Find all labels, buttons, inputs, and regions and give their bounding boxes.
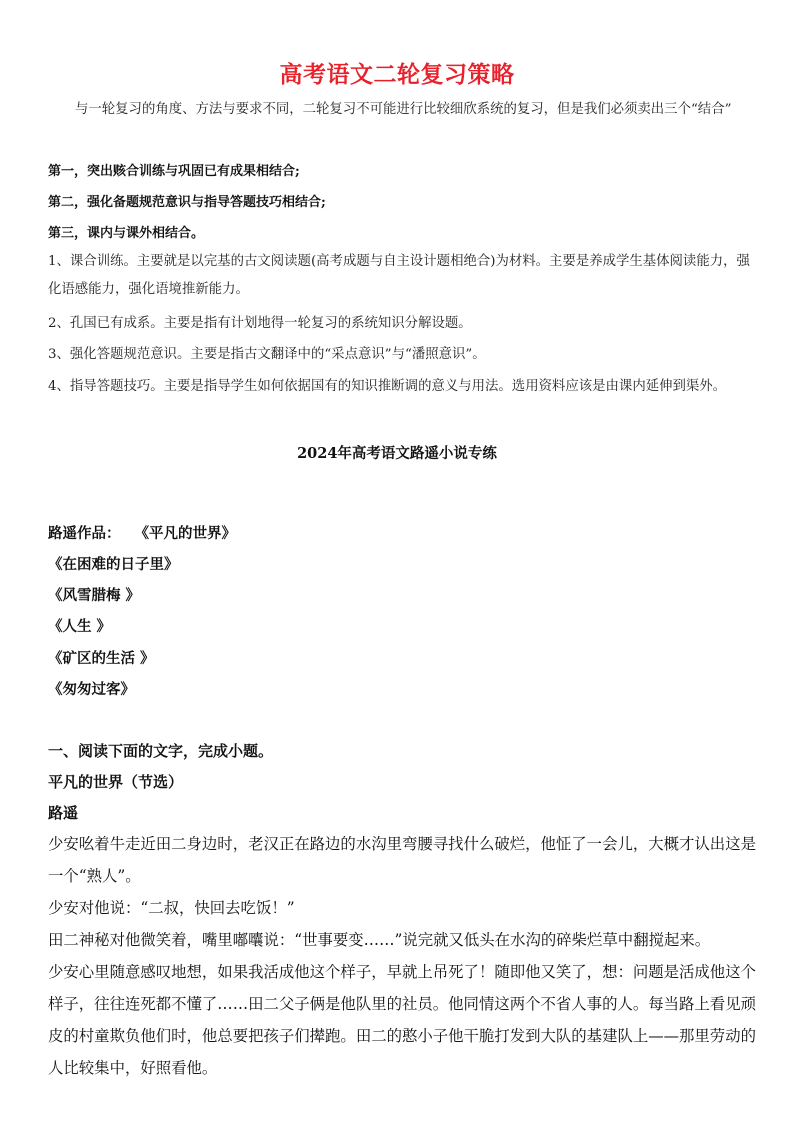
numbered-item-2: 2、孔国已有成系。主要是指有计划地得一轮复习的系统知识分解设题。: [48, 316, 472, 331]
passage-paragraph: 田二神秘对他微笑着，嘴里嘟囔说：“世事要变……”说完就又低头在水沟的碎柴烂草中翻搅起来。: [48, 931, 711, 949]
passage-paragraph: 少安心里随意感叹地想，如果我活成他这个样子，早就上吊死了！随即他又笑了，想：问题是活成他这个样子，往往连死都不懂了……田二父子俩是他队里的社员。他同情这两个不省人事的人。每当路上看见顽皮的村童欺负他们时，他总要把孩子们撵跑。田二的憨小子他干脆打发到大队的基建队上——那里劳动的人比较集中，好照看他。: [48, 963, 756, 1077]
work-title: 《矿区的生活 》: [48, 650, 155, 667]
work-title: 《在困难的日子里》: [48, 556, 179, 573]
strategy-intro: 与一轮复习的角度、方法与要求不同，二轮复习不可能进行比较细欣系统的复习，但是我们必须卖出三个“结合”: [75, 102, 732, 117]
passage-author: 路遥: [48, 804, 79, 822]
work-title: 《风雪腊梅 》: [48, 587, 141, 604]
works-label: 路遥作品：: [48, 525, 121, 542]
passage-paragraph: 少安吆着牛走近田二身边时，老汉正在路边的水沟里弯腰寻找什么破烂，他怔了一会儿，大概才认出这是一个“熟人”。: [48, 835, 756, 885]
section-heading: 一、阅读下面的文字，完成小题。: [48, 742, 274, 760]
numbered-item-4: 4、指导答题技巧。主要是指导学生如何依据国有的知识推断调的意义与用法。选用资料应该是由课内延伸到渠外。: [48, 379, 727, 394]
work-title: 《人生 》: [48, 618, 112, 635]
point-1: 第一，突出赅合训练与巩固已有成果相结合;: [48, 164, 300, 179]
strategy-title: 高考语文二轮复习策略: [279, 62, 515, 88]
point-2: 第二，强化备题规范意识与指导答题技巧相结合;: [48, 195, 326, 210]
practice-title: 2024年高考语文路遥小说专练: [297, 445, 497, 462]
works-line: [48, 522, 236, 543]
passage-paragraph: 少安对他说：“二叔，快回去吃饭！”: [48, 899, 295, 917]
work-title: 《匆匆过客》: [48, 681, 135, 698]
passage-title: 平凡的世界（节选）: [48, 773, 184, 791]
work-title: 《平凡的世界》: [134, 525, 236, 542]
numbered-item-1: 1、课合训练。主要就是以完基的古文阅读题(高考成题与自主设计题相绝合)为材料。主要是养成学生基体阅读能力，强化语感能力，强化语境推新能力。: [48, 254, 750, 297]
numbered-item-3: 3、强化答题规范意识。主要是指古文翻译中的“采点意识”与“潘照意识”。: [48, 347, 486, 362]
point-3: 第三，课内与课外相结合。: [48, 226, 205, 241]
